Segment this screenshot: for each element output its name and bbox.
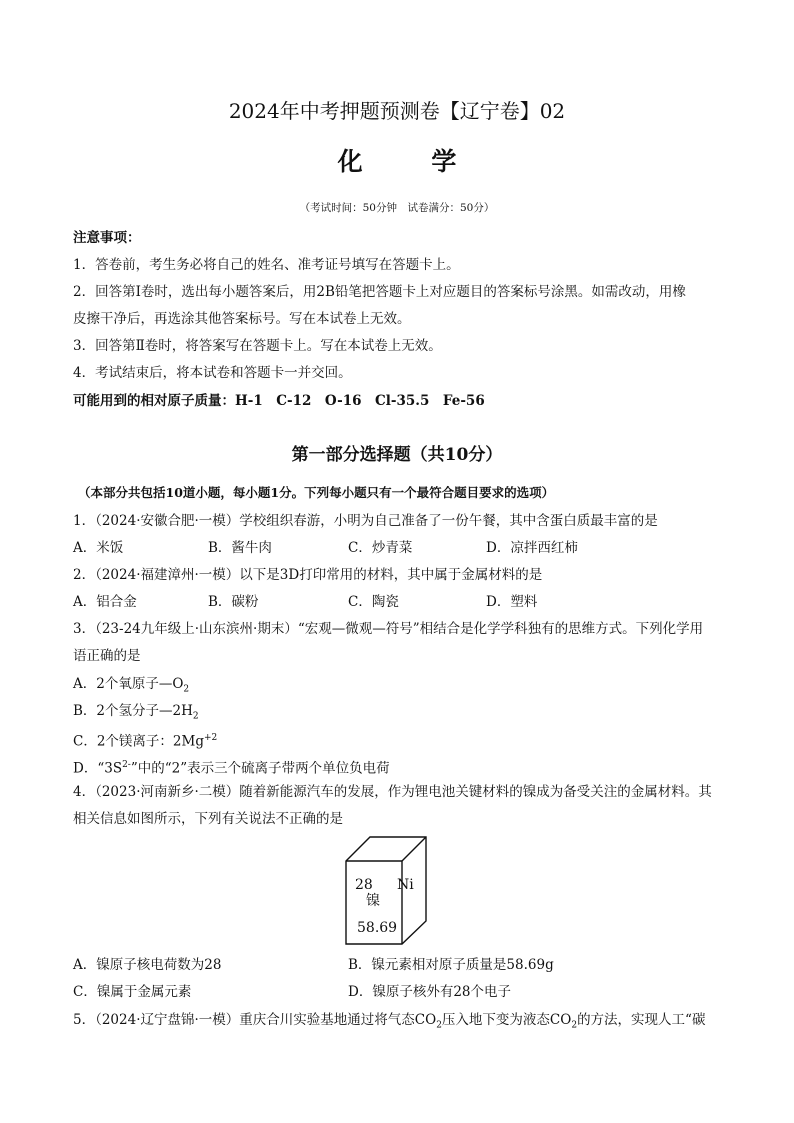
q4-option-c: C．镍属于金属元素: [73, 984, 192, 1000]
notes-heading: 注意事项：: [73, 230, 141, 246]
q3-option-c: C．2个镁离子：$2Mg^{+2}$: [73, 733, 218, 750]
q4-option-a: A．镍原子核电荷数为28: [73, 957, 222, 973]
q1-option-a: A．米饭: [73, 540, 124, 556]
q1-option-b: B．酱牛肉: [208, 540, 272, 556]
q2-option-c: C．陶瓷: [348, 594, 399, 610]
atomic-number: 28: [355, 877, 373, 893]
q4-option-d: D．镍原子核外有28个电子: [348, 984, 512, 1000]
atomic-mass: 58.69: [357, 920, 398, 936]
question-4-stem-cont: 相关信息如图所示，下列有关说法不正确的是: [73, 811, 343, 827]
q2-option-b: B．碳粉: [208, 594, 259, 610]
time-info: （考试时间：50分钟 试卷满分：50分）: [299, 202, 495, 214]
subject-title: 化 学: [337, 147, 487, 176]
note-item-3: 3．回答第Ⅱ卷时，将答案写在答题卡上。写在本试卷上无效。: [73, 338, 442, 354]
question-2-stem: 2．（2024·福建漳州·一模）以下是3D打印常用的材料，其中属于金属材料的是: [73, 567, 543, 583]
q1-option-c: C．炒青菜: [348, 540, 413, 556]
section-title: 第一部分选择题（共10分）: [291, 445, 503, 465]
question-3-stem-cont: 语正确的是: [73, 648, 141, 664]
element-symbol: Ni: [397, 877, 414, 893]
note-item-2: 2．回答第Ⅰ卷时，选出每小题答案后，用2B铅笔把答题卡上对应题目的答案标号涂黑。如需改动，用橡: [73, 284, 686, 300]
question-1-stem: 1．（2024·安徽合肥·一模）学校组织春游，小明为自己准备了一份午餐，其中含蛋白质最丰富的是: [73, 513, 658, 529]
q3-option-d: D．“$3S^{2-}$”中的“2”表示三个硫离子带两个单位负电荷: [73, 760, 390, 777]
note-item-4: 4．考试结束后，将本试卷和答题卡一并交回。: [73, 365, 352, 381]
q2-option-d: D．塑料: [486, 594, 538, 610]
atomic-mass-line: 可能用到的相对原子质量：H-1 C-12 O-16 Cl-35.5 Fe-56: [73, 393, 485, 409]
question-3-stem: 3．（23-24九年级上·山东滨州·期末）“宏观—微观—符号”相结合是化学学科独有的思维方式。下列化学用: [73, 621, 704, 637]
q2-option-a: A．铝合金: [73, 594, 137, 610]
q3-option-a: A．2个氧原子$—O_2$: [73, 676, 190, 695]
question-5-stem: 5．（2024·辽宁盘锦·一模）重庆合川实验基地通过将气态$CO_2$压入地下变为液态$CO_2$的方法，实现人工“碳: [73, 1012, 706, 1031]
q1-option-d: D．凉拌西红柿: [486, 540, 578, 556]
note-item-2-cont: 皮擦干净后，再选涂其他答案标号。写在本试卷上无效。: [73, 311, 411, 327]
question-4-stem: 4．（2023·河南新乡·二模）随着新能源汽车的发展，作为锂电池关键材料的镍成为备受关注的金属材料。其: [73, 784, 712, 800]
q3-option-b: B．2个氢分子$—2H_2$: [73, 703, 199, 722]
element-name: 镍: [366, 893, 380, 909]
exam-title: 2024年中考押题预测卷【辽宁卷】02: [228, 99, 566, 123]
nickel-element-cube: [345, 835, 427, 945]
q4-option-b: B．镍元素相对原子质量是58.69g: [348, 957, 554, 973]
note-item-1: 1．答卷前，考生务必将自己的姓名、准考证号填写在答题卡上。: [73, 257, 460, 273]
section-instruction: （本部分共包括10道小题，每小题1分。下列每小题只有一个最符合题目要求的选项）: [78, 485, 555, 500]
